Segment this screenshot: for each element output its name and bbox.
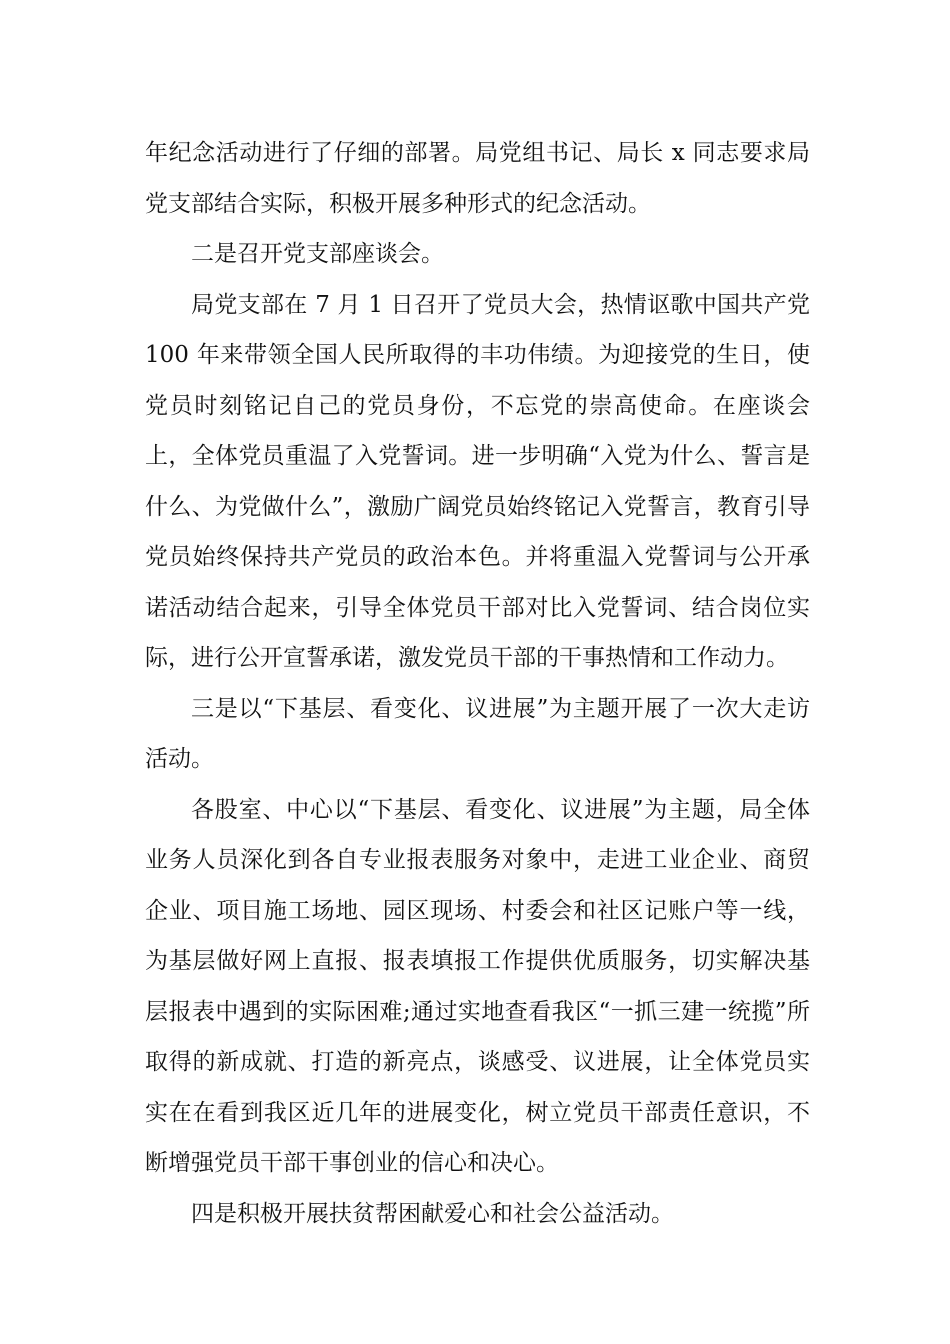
paragraph-1: 年纪念活动进行了仔细的部署。局党组书记、局长 x 同志要求局党支部结合实际，积极开展多种形式的纪念活动。 [145,140,810,217]
paragraph-3: 局党支部在 7 月 1 日召开了党员大会，热情讴歌中国共产党 100 年来带领全国人民所取得的丰功伟绩。为迎接党的生日，使党员时刻铭记自己的党员身份，不忘党的崇高使命。在座谈会上，全体党员重温了入党誓词。进一步明确“入党为什么、誓言是什么、为党做什么”，激励广阔党员始终铭记入党誓言，教育引导党员始终保持共产党员的政治本色。并将重温入党誓词与公开承诺活动结合起来，引导全体党员干部对比入党誓词、结合岗位实际，进行公开宣誓承诺，激发党员干部的干事热情和工作动力。 [145,291,810,671]
paragraph-4-heading: 三是以“下基层、看变化、议进展”为主题开展了一次大走访活动。 [145,695,810,772]
paragraph-5: 各股室、中心以“下基层、看变化、议进展”为主题，局全体业务人员深化到各自专业报表服务对象中，走进工业企业、商贸企业、项目施工场地、园区现场、村委会和社区记账户等一线，为基层做好网上直报、报表填报工作提供优质服务，切实解决基层报表中遇到的实际困难;通过实地查看我区“一抓三建一统揽”所取得的新成就、打造的新亮点，谈感受、议进展，让全体党员实实在在看到我区近几年的进展变化，树立党员干部责任意识，不断增强党员干部干事创业的信心和决心。 [145,796,810,1176]
document-body [145,128,810,1239]
paragraph-6-heading: 四是积极开展扶贫帮困献爱心和社会公益活动。 [191,1200,674,1227]
paragraph-2-heading: 二是召开党支部座谈会。 [191,241,444,267]
